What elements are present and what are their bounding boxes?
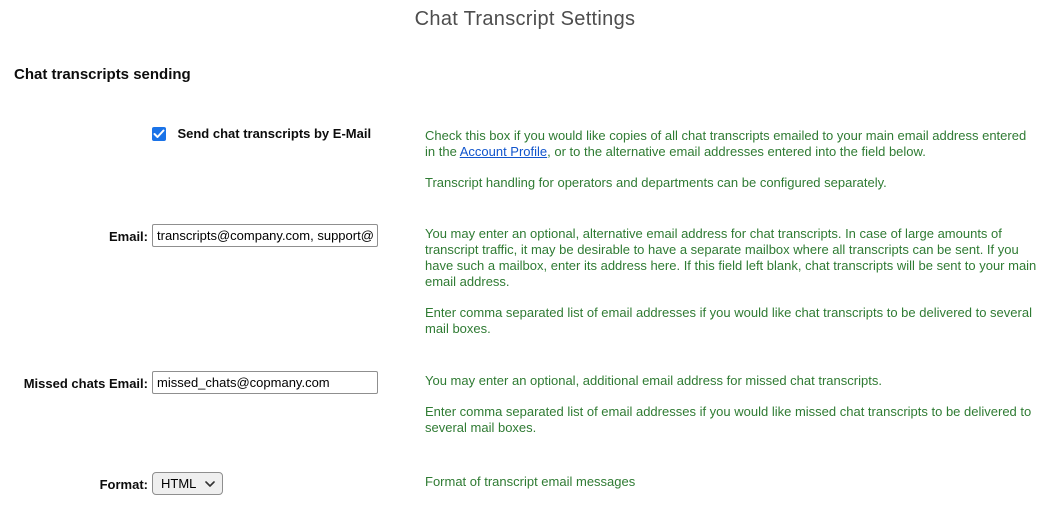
- help-paragraph: Format of transcript email messages: [425, 474, 636, 489]
- email-row: [0, 224, 1050, 352]
- email-input[interactable]: [152, 224, 378, 247]
- help-paragraph: You may enter an optional, alternative email address for chat transcripts. In case of large amounts of transcript traffic, it may be desirable to have a separate mailbox where all transcripts can be sent. If you have such a mailbox, enter its address here. If this field left blank, chat transcripts will be sent to your main email address.: [425, 226, 1037, 289]
- send-transcripts-checkbox[interactable]: [152, 127, 166, 141]
- email-help: [425, 224, 1037, 352]
- help-text: , or to the alternative email addresses entered into the field below.: [547, 144, 926, 159]
- format-help: [425, 472, 1037, 505]
- spacer-label-cell: [0, 126, 148, 131]
- missed-chats-email-help: [425, 371, 1037, 451]
- email-control-cell: [152, 224, 378, 247]
- missed-chats-email-input[interactable]: [152, 371, 378, 394]
- page-title: Chat Transcript Settings: [414, 8, 636, 30]
- send-transcripts-label: Send chat transcripts by E-Mail: [177, 126, 372, 141]
- help-paragraph: Transcript handling for operators and departments can be configured separately.: [425, 175, 887, 190]
- help-paragraph: Enter comma separated list of email addresses if you would like chat transcripts to be delivered to several mail boxes.: [425, 305, 1032, 336]
- section-header: Chat transcripts sending: [14, 66, 191, 83]
- format-select[interactable]: [152, 472, 223, 495]
- help-text: Check this box if you would like copies of all chat transcripts emailed to your main email address entered in the: [425, 128, 1027, 159]
- missed-chats-email-row: [0, 371, 1050, 451]
- format-control-cell: [152, 472, 378, 495]
- account-profile-link[interactable]: Account Profile: [459, 144, 548, 159]
- format-row: [0, 472, 1050, 505]
- chevron-down-icon: [205, 481, 215, 487]
- format-label: Format:: [99, 477, 148, 492]
- send-transcripts-row: [0, 126, 1050, 206]
- format-select-value: HTML: [161, 476, 197, 491]
- send-transcripts-control-cell: [152, 126, 378, 144]
- send-transcripts-help: [425, 126, 1037, 206]
- missed-chats-email-label: Missed chats Email:: [23, 376, 148, 391]
- help-paragraph: You may enter an optional, additional email address for missed chat transcripts.: [425, 373, 882, 388]
- help-paragraph: [425, 128, 1037, 160]
- help-paragraph: Enter comma separated list of email addresses if you would like missed chat transcripts to be delivered to several mail boxes.: [425, 404, 1032, 435]
- email-label: Email:: [108, 229, 148, 244]
- missed-chats-email-control-cell: [152, 371, 378, 394]
